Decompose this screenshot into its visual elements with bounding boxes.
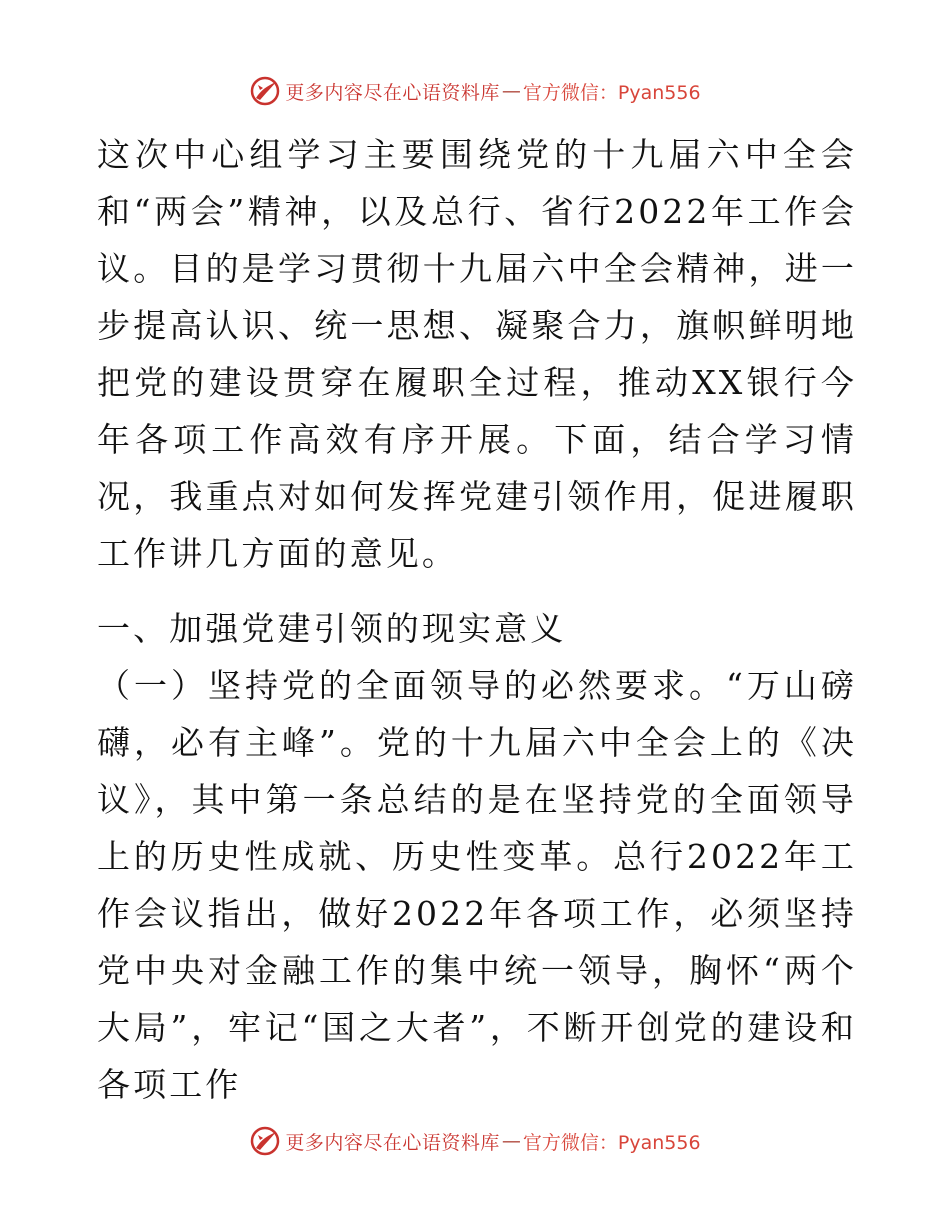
section-heading: 一、加强党建引领的现实意义 bbox=[97, 609, 567, 648]
watermark-contact: 官方微信：Pyan556 bbox=[522, 1131, 701, 1154]
logo-seal-icon bbox=[249, 75, 281, 107]
watermark-separator: — bbox=[501, 1130, 521, 1152]
document-body bbox=[97, 126, 857, 1113]
watermark-separator: — bbox=[501, 80, 521, 102]
footer-watermark bbox=[0, 1121, 950, 1161]
watermark-contact: 官方微信：Pyan556 bbox=[522, 81, 701, 104]
watermark-text: 更多内容尽在心语资料库 bbox=[285, 81, 500, 104]
subsection-paragraph: （一）坚持党的全面领导的必然要求。“万山磅礴，必有主峰”。党的十九届六中全会上的《决议》，其中第一条总结的是在坚持党的全面领导上的历史性成就、历史性变革。总行2022年工作会议指出，做好2022年各项工作，必须坚持党中央对金融工作的集中统一领导，胸怀“两个大局”，牢记“国之大者”，不断开创党的建设和各项工作 bbox=[97, 666, 857, 1104]
logo-seal-icon bbox=[249, 1125, 281, 1157]
intro-paragraph: 这次中心组学习主要围绕党的十九届六中全会和“两会”精神，以及总行、省行2022年工作会议。目的是学习贯彻十九届六中全会精神，进一步提高认识、统一思想、凝聚合力，旗帜鲜明地把党的建设贯穿在履职全过程，推动XX银行今年各项工作高效有序开展。下面，结合学习情况，我重点对如何发挥党建引领作用，促进履职工作讲几方面的意见。 bbox=[97, 135, 857, 573]
header-watermark bbox=[0, 71, 950, 111]
watermark-text: 更多内容尽在心语资料库 bbox=[285, 1131, 500, 1154]
